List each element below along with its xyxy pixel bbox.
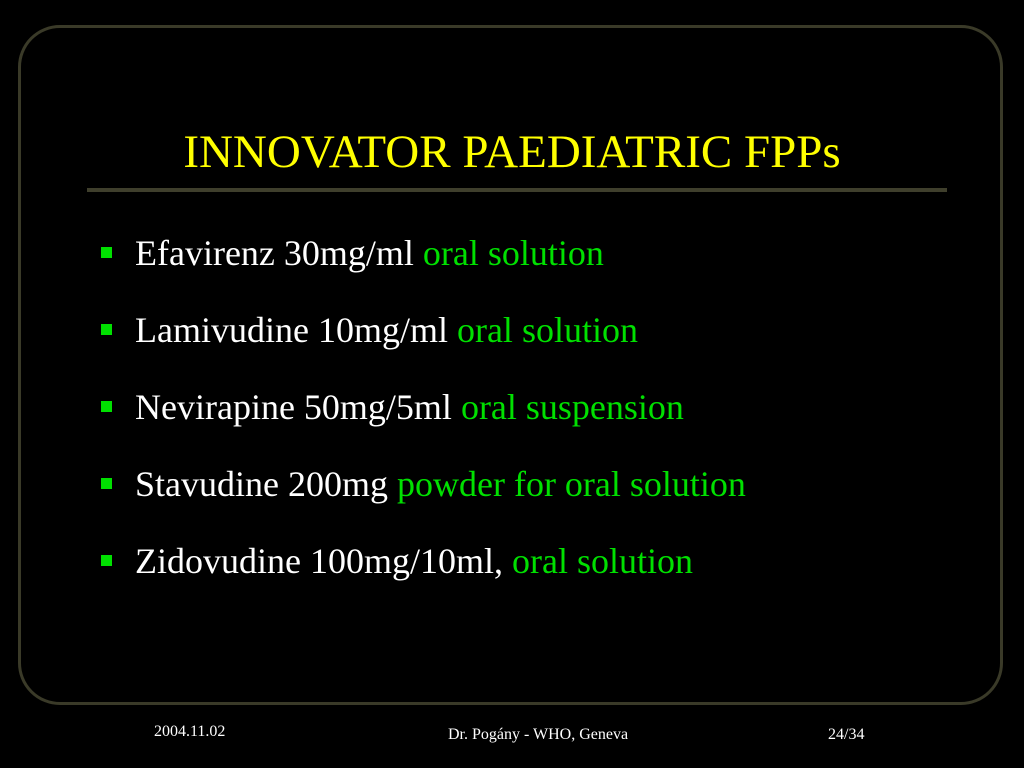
dosage-form: oral suspension [460, 387, 684, 427]
bullet-text [135, 232, 604, 274]
footer-page-number: 24/34 [828, 726, 865, 743]
drug-name: Zidovudine 100mg/10ml, [135, 541, 512, 581]
bullet-text [135, 463, 746, 505]
footer-presenter: Dr. Pogány - WHO, Geneva [447, 726, 629, 743]
bullet-text [135, 309, 638, 351]
dosage-form: oral solution [456, 310, 638, 350]
drug-name: Efavirenz 30mg/ml [135, 233, 423, 273]
dosage-form: oral solution [422, 233, 604, 273]
dosage-form: powder for oral solution [396, 464, 746, 504]
drug-name: Nevirapine 50mg/5ml [135, 387, 461, 427]
bullet-text [135, 386, 684, 428]
square-bullet-icon [101, 324, 112, 335]
square-bullet-icon [101, 247, 112, 258]
bullet-text [135, 540, 693, 582]
square-bullet-icon [101, 555, 112, 566]
slide-title: INNOVATOR PAEDIATRIC FPPs [183, 126, 841, 178]
drug-name: Lamivudine 10mg/ml [135, 310, 457, 350]
dosage-form: oral solution [511, 541, 693, 581]
drug-name: Stavudine 200mg [135, 464, 397, 504]
title-divider [87, 188, 947, 192]
square-bullet-icon [101, 478, 112, 489]
square-bullet-icon [101, 401, 112, 412]
footer-date: 2004.11.02 [154, 723, 226, 740]
